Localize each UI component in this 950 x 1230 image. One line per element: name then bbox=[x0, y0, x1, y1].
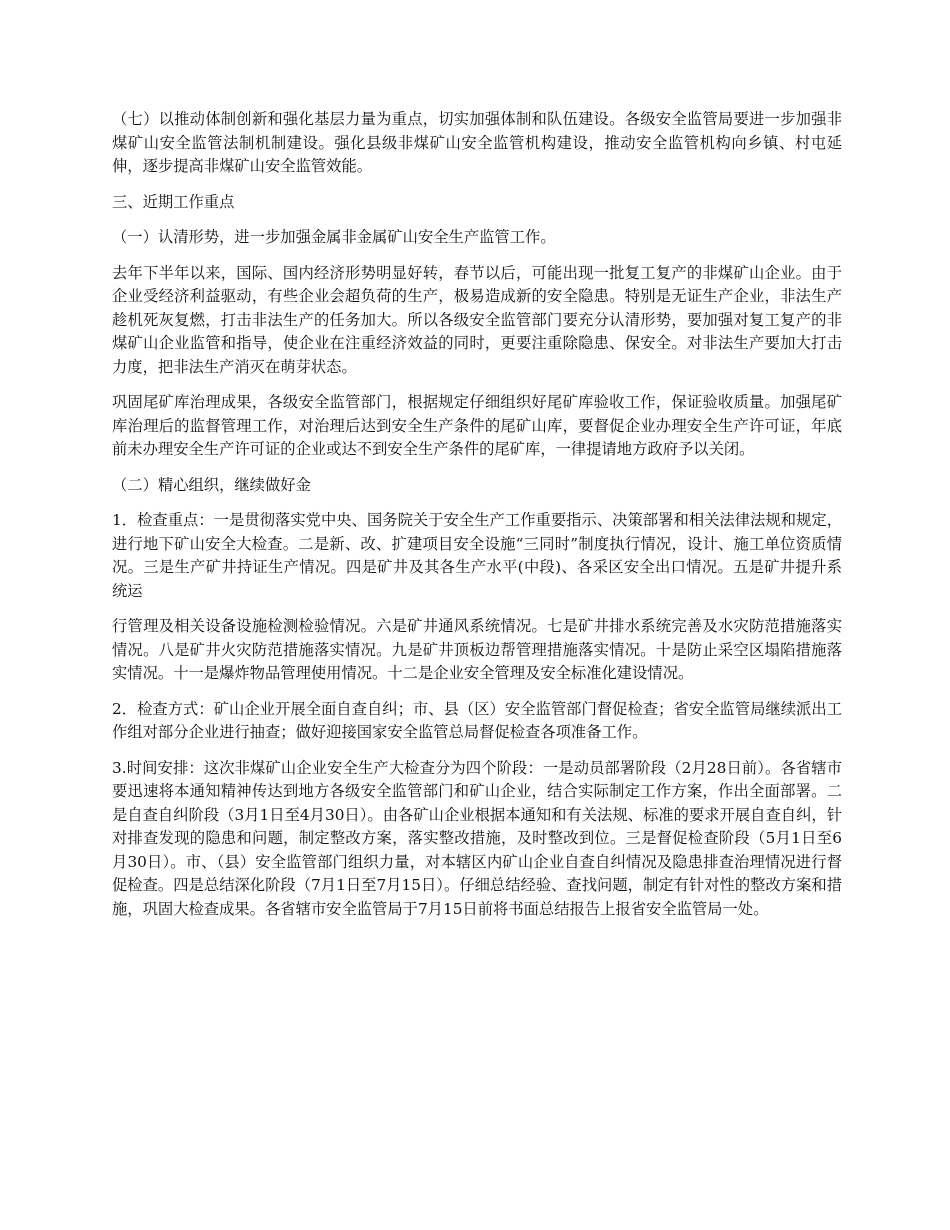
document-body bbox=[112, 108, 842, 933]
section-heading-recent-priorities: 三、近期工作重点 bbox=[112, 192, 235, 211]
subheading-careful-organization: （二）精心组织，继续做好金 bbox=[112, 475, 311, 494]
paragraph-inspection-method: 2．检查方式：矿山企业开展全面自查自纠；市、县（区）安全监管部门督促检查；省安全监管局继续派出工作组对部分企业进行抽查；做好迎接国家安全监管总局督促检查各项准备工作。 bbox=[112, 699, 842, 741]
paragraph-tailings-pond: 巩固尾矿库治理成果，各级安全监管部门，根据规定仔细组织好尾矿库验收工作，保证验收质量。加强尾矿库治理后的监督管理工作，对治理后达到安全生产条件的尾矿山库，要督促企业办理安全生产许可证，年底前未办理安全生产许可证的企业或达不到安全生产条件的尾矿库，一律提请地方政府予以关闭。 bbox=[112, 393, 842, 458]
paragraph-institution-building: （七）以推动体制创新和强化基层力量为重点，切实加强体制和队伍建设。各级安全监管局要进一步加强非煤矿山安全监管法制机制建设。强化县级非煤矿山安全监管机构建设，推动安全监管机构向乡镇、村屯延伸，逐步提高非煤矿山安全监管效能。 bbox=[112, 110, 842, 175]
paragraph-schedule: 3.时间安排：这次非煤矿山企业安全生产大检查分为四个阶段：一是动员部署阶段（2月28日前）。各省辖市要迅速将本通知精神传达到地方各级安全监管部门和矿山企业，结合实际制定工作方案，作出全面部署。二是自查自纠阶段（3月1日至4月30日）。由各矿山企业根据本通知和有关法规、标准的要求开展自查自纠，针对排查发现的隐患和问题，制定整改方案，落实整改措施，及时整改到位。三是督促检查阶段（5月1日至6月30日）。市、（县）安全监管部门组织力量，对本辖区内矿山企业自查自纠情况及隐患排查治理情况进行督促检查。四是总结深化阶段（7月1日至7月15日）。仔细总结经验、查找问题，制定有针对性的整改方案和措施，巩固大检查成果。各省辖市安全监管局于7月15日前将书面总结报告上报省安全监管局一处。 bbox=[112, 758, 842, 918]
paragraph-economic-situation: 去年下半年以来，国际、国内经济形势明显好转，春节以后，可能出现一批复工复产的非煤矿山企业。由于企业受经济利益驱动，有些企业会超负荷的生产，极易造成新的安全隐患。特别是无证生产企业，非法生产趁机死灰复燃，打击非法生产的任务加大。所以各级安全监管部门要充分认清形势，要加强对复工复产的非煤矿山企业监管和指导，使企业在注重经济效益的同时，更要注重除隐患、保安全。对非法生产要加大打击力度，把非法生产消灭在萌芽状态。 bbox=[112, 263, 842, 376]
paragraph-inspection-focus: 1．检查重点：一是贯彻落实党中央、国务院关于安全生产工作重要指示、决策部署和相关法律法规和规定，进行地下矿山安全大检查。二是新、改、扩建项目安全设施“三同时”制度执行情况，设计、施工单位资质情况。三是生产矿井持证生产情况。四是矿井及其各生产水平(中段)、各采区安全出口情况。五是矿井提升系统运 bbox=[112, 511, 842, 600]
paragraph-inspection-focus-continued: 行管理及相关设备设施检测检验情况。六是矿井通风系统情况。七是矿井排水系统完善及水灾防范措施落实情况。八是矿井火灾防范措施落实情况。九是矿井顶板边帮管理措施落实情况。十是防止采空区塌陷措施落实情况。十一是爆炸物品管理使用情况。十二是企业安全管理及安全标准化建设情况。 bbox=[112, 617, 842, 682]
subheading-recognize-situation: （一）认清形势，进一步加强金属非金属矿山安全生产监管工作。 bbox=[112, 228, 556, 246]
